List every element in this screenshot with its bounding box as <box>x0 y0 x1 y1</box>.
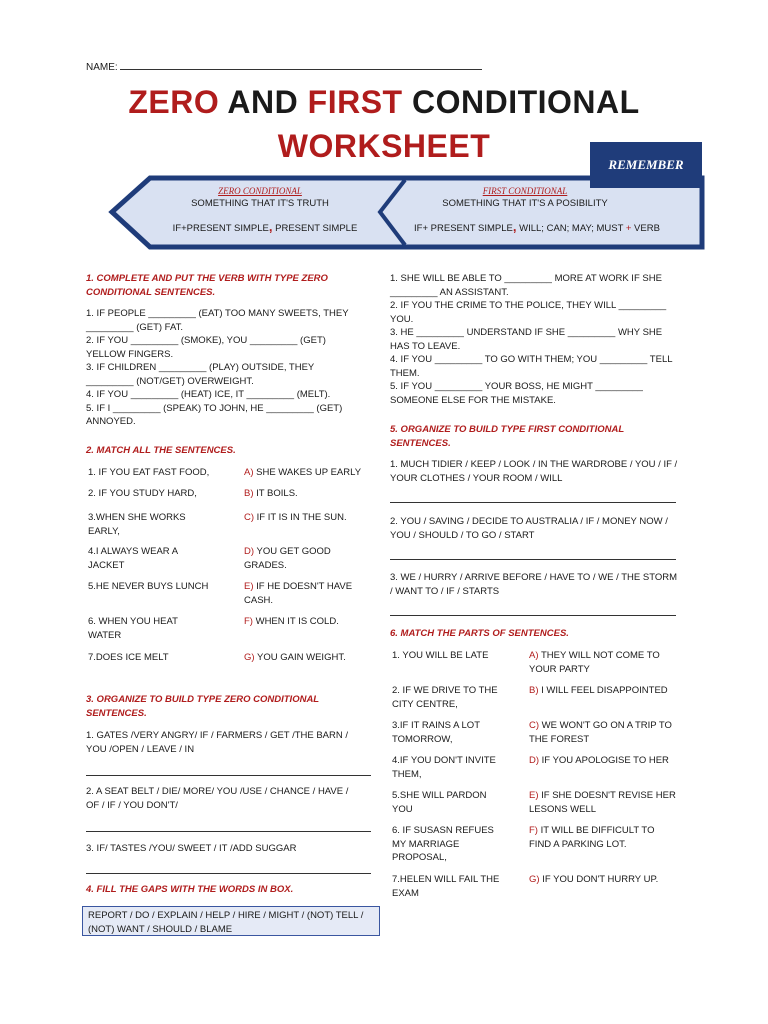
match-letter: C) <box>244 512 255 523</box>
section3-title: 3. ORGANIZE TO BUILD TYPE ZERO CONDITIONAL SENTENCES. <box>86 694 319 719</box>
match-letter: A) <box>529 650 539 661</box>
page-subtitle: WORKSHEET <box>277 128 491 164</box>
section2-left-item: 4.I ALWAYS WEAR A JACKET <box>88 546 178 571</box>
zero-formula-comma: , <box>268 219 273 234</box>
match-text: WHEN IT IS COLD. <box>252 616 339 627</box>
section4-exercises: 1. SHE WILL BE ABLE TO _________ MORE AT WORK IF SHE _________ AN ASSISTANT. 2. IF YOU THE CRIME TO THE POLICE, THEY WILL _________ YOU. 3. HE _________ UNDERSTAND IF SHE _________ WHY SHE HAS TO LEAVE. 4. IF YOU _________ TO GO WITH THEM; YOU _________ TELL THEM. 5. IF YOU _________ YOUR BOSS, HE MIGHT _________ SOMEONE ELSE FOR THE MISTAKE. <box>390 273 673 406</box>
title-and: AND <box>219 84 308 120</box>
match-letter: F) <box>529 825 538 836</box>
section6-left-item: 4.IF YOU DON'T INVITE THEM, <box>392 755 496 780</box>
match-text: YOU GAIN WEIGHT. <box>254 652 346 663</box>
match-letter: G) <box>244 652 255 663</box>
match-text: WE WON'T GO ON A TRIP TO THE FOREST <box>529 720 672 745</box>
match-letter: B) <box>244 488 254 499</box>
section2-right-item <box>244 466 364 480</box>
section2-left-item: 1. IF YOU EAT FAST FOOD, <box>88 467 210 478</box>
section3-item: 2. A SEAT BELT / DIE/ MORE/ YOU /USE / CHANCE / HAVE / OF / IF / YOU DON'T/ <box>86 786 349 811</box>
remember-tag: REMEMBER <box>590 142 702 188</box>
section2-left-item: 3.WHEN SHE WORKS EARLY, <box>88 512 186 537</box>
first-formula-part-b: WILL; CAN; MAY; MUST <box>516 223 626 234</box>
section2-right-item <box>244 487 364 501</box>
answer-line[interactable] <box>390 615 676 616</box>
first-conditional-title: FIRST CONDITIONAL <box>482 186 568 196</box>
zero-conditional-title: ZERO CONDITIONAL <box>218 186 302 196</box>
match-text: IF YOU APOLOGISE TO HER <box>539 755 669 766</box>
section3-item: 3. IF/ TASTES /YOU/ SWEET / IT /ADD SUGGAR <box>86 843 297 854</box>
match-letter: C) <box>529 720 540 731</box>
section5-title: 5. ORGANIZE TO BUILD TYPE FIRST CONDITIONAL SENTENCES. <box>390 424 624 449</box>
match-letter: E) <box>244 581 254 592</box>
section5-item: 3. WE / HURRY / ARRIVE BEFORE / HAVE TO / WE / THE STORM / WANT TO / IF / STARTS <box>390 572 677 597</box>
section6-right-item <box>529 754 679 768</box>
match-text: IT WILL BE DIFFICULT TO FIND A PARKING LOT. <box>529 825 655 850</box>
section6-title: 6. MATCH THE PARTS OF SENTENCES. <box>390 628 569 639</box>
first-formula-plus: + <box>625 223 632 234</box>
zero-conditional-subtitle: SOMETHING THAT IT'S TRUTH <box>191 198 329 209</box>
first-formula-part-c: VERB <box>631 223 660 234</box>
title-first: FIRST <box>307 84 403 120</box>
match-text: YOU GET GOOD GRADES. <box>244 546 331 571</box>
answer-line[interactable] <box>390 559 676 560</box>
section5-item: 1. MUCH TIDIER / KEEP / LOOK / IN THE WARDROBE / YOU / IF / YOUR CLOTHES / YOUR ROOM / WILL <box>390 459 678 484</box>
name-label: NAME: <box>86 62 118 73</box>
match-letter: G) <box>529 874 540 885</box>
first-conditional-subtitle: SOMETHING THAT IT'S A POSIBILITY <box>442 198 608 209</box>
section6-left-item: 3.IF IT RAINS A LOT TOMORROW, <box>392 720 480 745</box>
section6-right-item <box>529 789 679 816</box>
answer-line[interactable] <box>390 502 676 503</box>
match-letter: F) <box>244 616 253 627</box>
match-letter: A) <box>244 467 254 478</box>
section6-left-item: 5.SHE WILL PARDON YOU <box>392 790 487 815</box>
section5-item: 2. YOU / SAVING / DECIDE TO AUSTRALIA / IF / MONEY NOW / YOU / SHOULD / TO GO / START <box>390 516 668 541</box>
section6-left-item: 6. IF SUSASN REFUES MY MARRIAGE PROPOSAL, <box>392 825 494 863</box>
section2-left-item: 2. IF YOU STUDY HARD, <box>88 488 197 499</box>
answer-line[interactable] <box>86 873 371 874</box>
first-formula-comma: , <box>512 219 517 234</box>
section2-right-item <box>244 545 344 572</box>
word-box: REPORT / DO / EXPLAIN / HELP / HIRE / MIGHT / (NOT) TELL / (NOT) WANT / SHOULD / BLAME <box>82 906 380 936</box>
match-letter: E) <box>529 790 539 801</box>
section2-title: 2. MATCH ALL THE SENTENCES. <box>86 445 236 456</box>
title-conditional: CONDITIONAL <box>402 84 640 120</box>
match-text: IF SHE DOESN'T REVISE HER LESONS WELL <box>529 790 676 815</box>
match-text: IT BOILS. <box>253 488 298 499</box>
answer-line[interactable] <box>86 831 371 832</box>
match-letter: D) <box>529 755 540 766</box>
section4-title: 4. FILL THE GAPS WITH THE WORDS IN BOX. <box>86 884 294 895</box>
section2-left-item: 7.DOES ICE MELT <box>88 652 169 663</box>
answer-line[interactable] <box>86 775 371 776</box>
match-text: IF HE DOESN'T HAVE CASH. <box>244 581 353 606</box>
section6-left-item: 1. YOU WILL BE LATE <box>392 650 489 661</box>
first-conditional-formula <box>392 219 682 234</box>
section2-left-item: 5.HE NEVER BUYS LUNCH <box>88 581 209 592</box>
zero-formula-part-a: IF+PRESENT SIMPLE <box>172 223 269 234</box>
section6-left-item: 2. IF WE DRIVE TO THE CITY CENTRE, <box>392 685 498 710</box>
section3-item: 1. GATES /VERY ANGRY/ IF / FARMERS / GET /THE BARN / YOU /OPEN / LEAVE / IN <box>86 730 349 755</box>
section2-right-item <box>244 651 364 665</box>
match-text: SHE WAKES UP EARLY <box>253 467 362 478</box>
section6-right-item <box>529 873 679 887</box>
zero-conditional-formula <box>150 219 380 234</box>
section1-title: 1. COMPLETE AND PUT THE VERB WITH TYPE ZERO CONDITIONAL SENTENCES. <box>86 273 328 298</box>
match-text: IF YOU DON'T HURRY UP. <box>539 874 659 885</box>
section2-match-list <box>86 466 362 676</box>
title-zero: ZERO <box>128 84 220 120</box>
zero-formula-part-b: PRESENT SIMPLE <box>272 223 358 234</box>
match-text: THEY WILL NOT COME TO YOUR PARTY <box>529 650 660 675</box>
section6-right-item <box>529 649 679 676</box>
match-letter: B) <box>529 685 539 696</box>
first-formula-part-a: IF+ PRESENT SIMPLE <box>414 223 513 234</box>
section1-exercises: 1. IF PEOPLE _________ (EAT) TOO MANY SWEETS, THEY _________ (GET) FAT. 2. IF YOU _________ (SMOKE), YOU _________ (GET) YELLOW FINGERS. 3. IF CHILDREN _________ (PLAY) OUTSIDE, THEY _________ (NOT/GET) OVERWEIGHT. 4. IF YOU _________ (HEAT) ICE, IT _________ (MELT). 5. IF I _________ (SPEAK) TO JOHN, HE _________ (GET) ANNOYED. <box>86 308 349 427</box>
section2-right-item <box>244 615 364 629</box>
section6-right-item <box>529 719 679 746</box>
section2-left-item: 6. WHEN YOU HEAT WATER <box>88 616 178 641</box>
match-text: I WILL FEEL DISAPPOINTED <box>538 685 668 696</box>
section2-right-item <box>244 580 364 607</box>
section6-left-item: 7.HELEN WILL FAIL THE EXAM <box>392 874 500 899</box>
match-text: IF IT IS IN THE SUN. <box>254 512 347 523</box>
match-letter: D) <box>244 546 255 557</box>
section6-match-list <box>390 649 680 909</box>
section6-right-item <box>529 824 679 851</box>
section2-right-item <box>244 511 364 525</box>
section6-right-item <box>529 684 679 698</box>
